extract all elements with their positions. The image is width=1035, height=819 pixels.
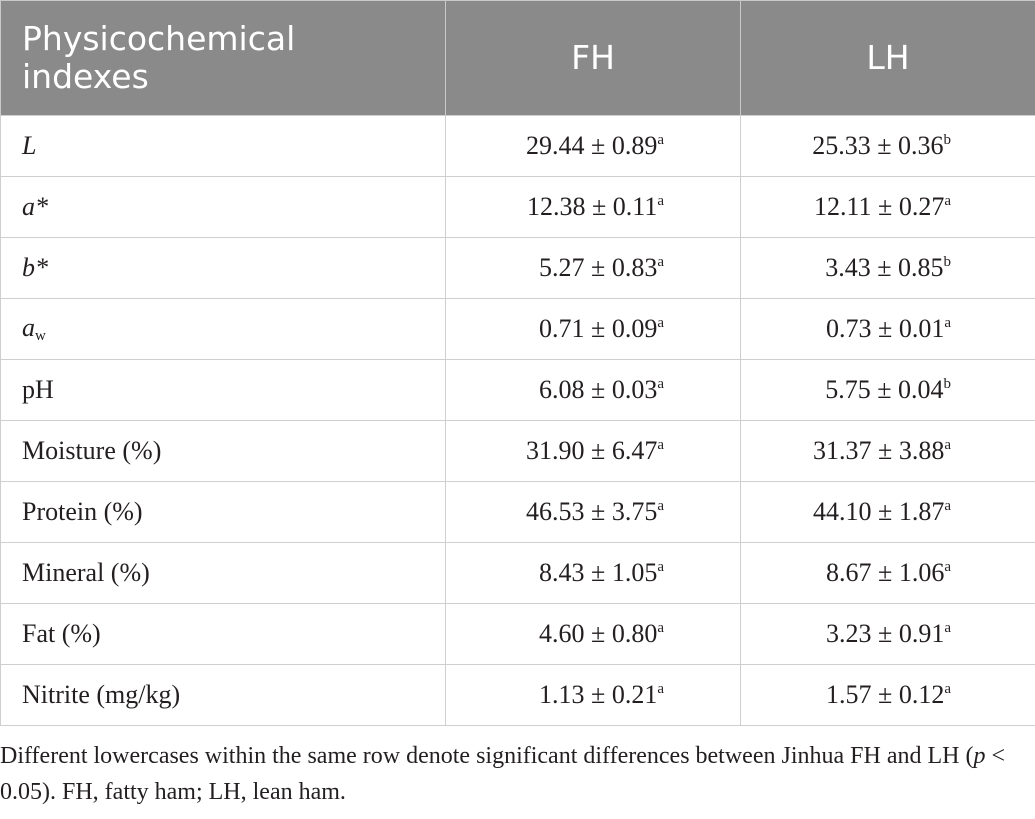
header-row (1, 1, 1035, 116)
row-label (1, 482, 446, 543)
value-text: 5.75 ± 0.04 (825, 375, 944, 404)
value-text: 8.43 ± 1.05 (539, 558, 658, 587)
row-label-text: Nitrite (mg/kg) (22, 680, 181, 709)
value-text: 3.23 ± 0.91 (826, 619, 945, 648)
row-label (1, 299, 446, 360)
significance-letter: a (657, 376, 664, 392)
value-cell-fh (446, 299, 741, 360)
footnote-p-symbol: p (973, 743, 986, 769)
table-row (1, 299, 1035, 360)
table-body (1, 116, 1035, 726)
table-row (1, 543, 1035, 604)
value-text: 3.43 ± 0.85 (825, 253, 944, 282)
value-cell-lh (741, 116, 1035, 177)
value-cell-lh (741, 482, 1035, 543)
value-text: 46.53 ± 3.75 (526, 497, 658, 526)
significance-letter: a (944, 498, 951, 514)
significance-letter: a (944, 620, 951, 636)
significance-letter: a (657, 437, 664, 453)
row-label (1, 177, 446, 238)
significance-letter: b (943, 254, 951, 270)
significance-letter: a (944, 681, 951, 697)
value-cell-lh (741, 299, 1035, 360)
table-row (1, 421, 1035, 482)
significance-letter: a (944, 559, 951, 575)
table-row (1, 116, 1035, 177)
table-row (1, 604, 1035, 665)
value-cell-lh (741, 238, 1035, 299)
value-cell-lh (741, 665, 1035, 726)
value-cell-lh (741, 177, 1035, 238)
value-text: 0.73 ± 0.01 (826, 314, 945, 343)
value-text: 4.60 ± 0.80 (539, 619, 658, 648)
header-fh: FH (446, 1, 741, 116)
value-text: 31.90 ± 6.47 (526, 436, 658, 465)
table-row (1, 177, 1035, 238)
value-cell-fh (446, 238, 741, 299)
value-cell-lh (741, 604, 1035, 665)
row-label (1, 238, 446, 299)
significance-letter: a (657, 498, 664, 514)
value-cell-fh (446, 482, 741, 543)
value-text: 1.57 ± 0.12 (826, 680, 945, 709)
row-label-text: Protein (%) (22, 497, 143, 526)
value-cell-fh (446, 543, 741, 604)
significance-letter: a (657, 254, 664, 270)
value-text: 6.08 ± 0.03 (539, 375, 658, 404)
row-label-text: Moisture (%) (22, 436, 162, 465)
row-label-text: b* (22, 253, 48, 282)
row-label-text: pH (22, 375, 54, 404)
footnote-text-2: < 0.05). FH, fatty ham; LH, lean ham. (0, 743, 1006, 805)
value-text: 25.33 ± 0.36 (812, 131, 944, 160)
value-cell-fh (446, 604, 741, 665)
significance-letter: a (657, 193, 664, 209)
table-row (1, 360, 1035, 421)
significance-letter: a (657, 315, 664, 331)
significance-letter: a (944, 437, 951, 453)
table-row (1, 482, 1035, 543)
significance-letter: b (943, 132, 951, 148)
table-row (1, 665, 1035, 726)
value-text: 44.10 ± 1.87 (813, 497, 945, 526)
header-indexes (1, 1, 446, 116)
significance-letter: a (657, 559, 664, 575)
row-label-text: a* (22, 192, 48, 221)
value-cell-fh (446, 177, 741, 238)
value-cell-lh (741, 421, 1035, 482)
value-cell-fh (446, 116, 741, 177)
value-text: 29.44 ± 0.89 (526, 131, 658, 160)
table-footnote (0, 738, 1035, 810)
header-lh: LH (741, 1, 1035, 116)
header-indexes-line1: Physicochemical (22, 19, 296, 58)
value-cell-lh (741, 543, 1035, 604)
row-label (1, 604, 446, 665)
row-label-text: Mineral (%) (22, 558, 150, 587)
value-text: 5.27 ± 0.83 (539, 253, 658, 282)
value-cell-lh (741, 360, 1035, 421)
row-label-text: Fat (%) (22, 619, 101, 648)
significance-letter: a (944, 315, 951, 331)
value-cell-fh (446, 360, 741, 421)
table-row (1, 238, 1035, 299)
value-text: 12.38 ± 0.11 (527, 192, 658, 221)
significance-letter: a (944, 193, 951, 209)
value-cell-fh (446, 421, 741, 482)
significance-letter: a (657, 620, 664, 636)
table-header (1, 1, 1035, 116)
header-indexes-line2: indexes (22, 57, 149, 96)
significance-letter: a (657, 681, 664, 697)
row-label (1, 360, 446, 421)
value-text: 1.13 ± 0.21 (539, 680, 658, 709)
row-label-subscript: w (35, 328, 46, 344)
significance-letter: b (943, 376, 951, 392)
row-label (1, 116, 446, 177)
row-label (1, 421, 446, 482)
value-text: 12.11 ± 0.27 (814, 192, 945, 221)
row-label (1, 665, 446, 726)
row-label (1, 543, 446, 604)
significance-letter: a (657, 132, 664, 148)
footnote-text-1: Different lowercases within the same row denote significant differences between Jinhua FH and LH ( (0, 743, 974, 769)
value-text: 8.67 ± 1.06 (826, 558, 945, 587)
value-text: 31.37 ± 3.88 (813, 436, 945, 465)
value-cell-fh (446, 665, 741, 726)
row-label-text: a (22, 313, 35, 342)
value-text: 0.71 ± 0.09 (539, 314, 658, 343)
row-label-text: L (22, 131, 37, 160)
